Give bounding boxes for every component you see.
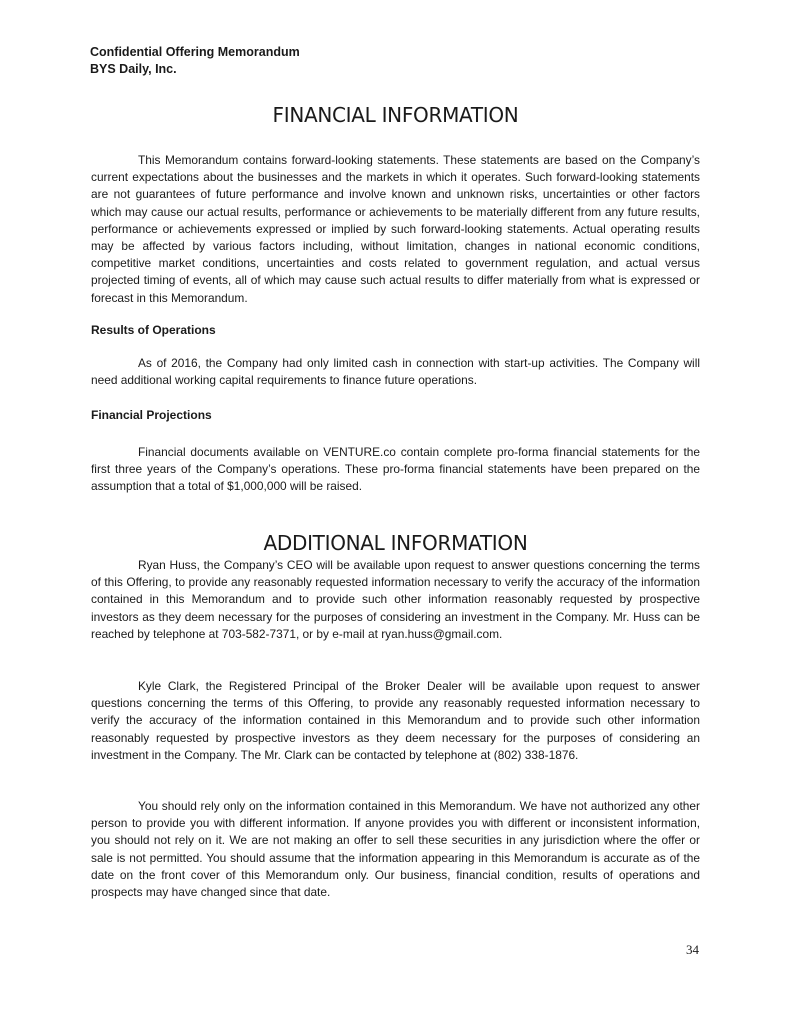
projections-paragraph bbox=[91, 444, 700, 496]
reliance-paragraph bbox=[91, 798, 700, 901]
reliance-text: You should rely only on the information contained in this Memorandum. We have not authorized any other person to provide you with different information. If anyone provides you with different or inconsistent information, you should not rely on it. We are not making an offer to sell these securities in any jurisdiction where the offer or sale is not permitted. You should assume that the information appearing in this Memorandum is accurate as of the date on the front cover of this Memorandum only. Our business, financial condition, results of operations and prospects may have changed since that date. bbox=[91, 799, 700, 900]
header-company: BYS Daily, Inc. bbox=[90, 62, 177, 76]
header-title: Confidential Offering Memorandum bbox=[90, 45, 300, 59]
broker-contact-paragraph bbox=[91, 678, 700, 764]
results-text: As of 2016, the Company had only limited cash in connection with start-up activities. The Company will need additional working capital requirements to finance future operations. bbox=[91, 356, 700, 388]
broker-contact-text: Kyle Clark, the Registered Principal of the Broker Dealer will be available upon request to answer questions concerning the terms of this Offering, to provide any reasonably requested information necessary to verify the accuracy of the information contained in this Memorandum and to provide such other information reasonably requested by prospective investors as they deem necessary for the purposes of considering an investment in the Company. The Mr. Clark can be contacted by telephone at (802) 338-1876. bbox=[91, 679, 700, 762]
additional-information-heading: ADDITIONAL INFORMATION bbox=[263, 531, 528, 555]
results-paragraph bbox=[91, 355, 700, 389]
projections-text: Financial documents available on VENTURE.co contain complete pro-forma financial statements for the first three years of the Company’s operations. These pro-forma financial statements have been prepared on the assumption that a total of $1,000,000 will be raised. bbox=[91, 445, 700, 494]
financial-information-heading: FINANCIAL INFORMATION bbox=[272, 103, 519, 127]
document-header bbox=[90, 44, 300, 78]
page-number: 34 bbox=[686, 942, 699, 957]
ceo-contact-paragraph bbox=[91, 557, 700, 643]
financial-intro-paragraph bbox=[91, 152, 700, 307]
financial-intro-text: This Memorandum contains forward-looking statements. These statements are based on the Company’s current expectations about the businesses and the markets in which it operates. Such forward-looking statements are not guarantees of future performance and involve known and unknown risks, uncertainties or other factors which may cause our actual results, performance or achievements to be materially different from any future results, performance or achievements expressed or implied by such forward-looking statements. Actual operating results may be affected by various factors including, without limitation, changes in national economic conditions, competitive market conditions, uncertainties and costs related to government regulation, and actual versus projected timing of events, all of which may cause such actual results to differ materially from what is expressed or forecast in this Memorandum. bbox=[91, 153, 700, 305]
financial-projections-heading: Financial Projections bbox=[91, 408, 212, 422]
results-of-operations-heading: Results of Operations bbox=[91, 323, 216, 337]
ceo-contact-text: Ryan Huss, the Company’s CEO will be available upon request to answer questions concerning the terms of this Offering, to provide any reasonably requested information necessary to verify the accuracy of the information contained in this Memorandum and to provide such other information reasonably requested by prospective investors as they deem necessary for the purposes of considering an investment in the Company. Mr. Huss can be reached by telephone at 703-582-7371, or by e-mail at ryan.huss@gmail.com. bbox=[91, 558, 700, 641]
